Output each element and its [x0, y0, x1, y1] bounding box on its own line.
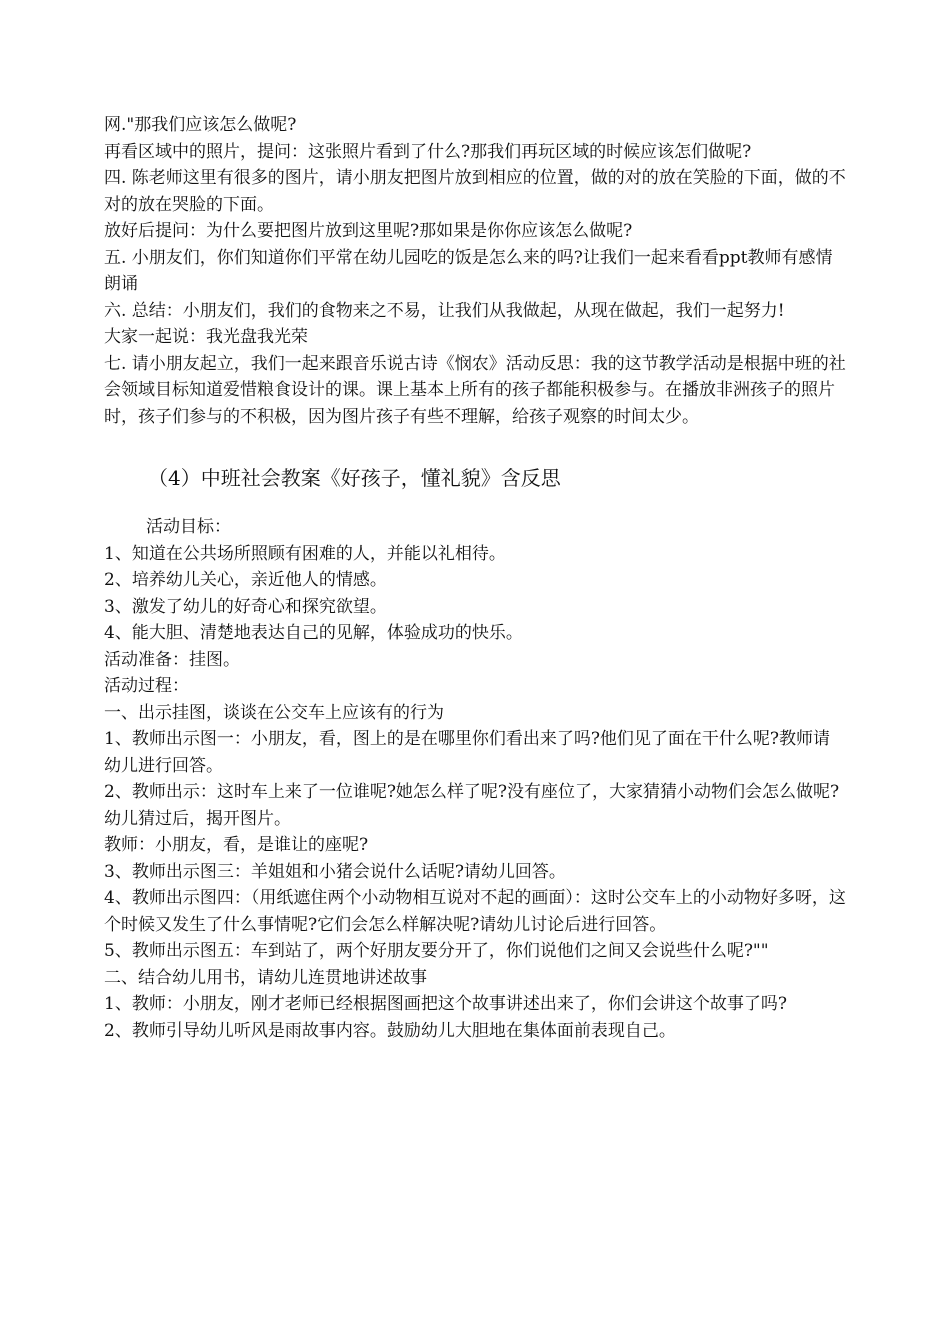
paragraph: 教师：小朋友，看，是谁让的座呢? — [104, 835, 369, 855]
paragraph: 2、教师出示：这时车上来了一位谁呢?她怎么样了呢?没有座位了，大家猜猜小动物们会怎么做呢?幼儿猜过后，揭开图片。 — [104, 782, 840, 829]
paragraph: 五. 小朋友们，你们知道你们平常在幼儿园吃的饭是怎么来的吗?让我们一起来看看ppt教师有感情朗诵 — [104, 247, 833, 294]
paragraph: 放好后提问：为什么要把图片放到这里呢?那如果是你你应该怎么做呢? — [104, 221, 633, 241]
paragraph: 2、教师引导幼儿听风是雨故事内容。鼓励幼儿大胆地在集体面前表现自己。 — [104, 1020, 676, 1041]
document-body — [104, 112, 846, 1044]
paragraph: 3、教师出示图三：羊姐姐和小猪会说什么话呢?请幼儿回答。 — [104, 861, 566, 882]
paragraph: 3、激发了幼儿的好奇心和探究欲望。 — [104, 596, 387, 617]
paragraph: 4、能大胆、清楚地表达自己的见解，体验成功的快乐。 — [104, 623, 523, 643]
paragraph: 网."那我们应该怎么做呢? — [104, 115, 297, 135]
paragraph: 再看区域中的照片，提问：这张照片看到了什么?那我们再玩区域的时候应该怎们做呢? — [104, 141, 752, 162]
paragraph: 活动准备：挂图。 — [104, 649, 240, 670]
paragraph: 活动过程： — [104, 676, 189, 696]
paragraph: 七. 请小朋友起立，我们一起来跟音乐说古诗《悯农》活动反思：我的这节教学活动是根据中班的社会领域目标知道爱惜粮食设计的课。课上基本上所有的孩子都能积极参与。在播放非洲孩子的照片时，孩子们参与的不积极，因为图片孩子有些不理解，给孩子观察的时间太少。 — [104, 353, 846, 427]
paragraph: 六. 总结：小朋友们，我们的食物来之不易，让我们从我做起，从现在做起，我们一起努力! — [104, 300, 785, 321]
paragraph: 一、出示挂图，谈谈在公交车上应该有的行为 — [104, 702, 444, 723]
paragraph: 1、教师出示图一：小朋友，看，图上的是在哪里你们看出来了吗?他们见了面在干什么呢?教师请幼儿进行回答。 — [104, 729, 831, 776]
paragraph: 四. 陈老师这里有很多的图片，请小朋友把图片放到相应的位置，做的对的放在笑脸的下面，做的不对的放在哭脸的下面。 — [104, 168, 846, 215]
paragraph: 二、结合幼儿用书，请幼儿连贯地讲述故事 — [104, 967, 427, 988]
paragraph: 2、培养幼儿关心，亲近他人的情感。 — [104, 570, 387, 590]
paragraph: 大家一起说：我光盘我光荣 — [104, 327, 308, 347]
paragraph: 4、教师出示图四：（用纸遮住两个小动物相互说对不起的画面）：这时公交车上的小动物好多呀，这个时候又发生了什么事情呢?它们会怎么样解决呢?请幼儿讨论后进行回答。 — [104, 888, 846, 935]
section-title: （4）中班社会教案《好孩子，懂礼貌》含反思 — [148, 466, 561, 490]
paragraph: 1、知道在公共场所照顾有困难的人，并能以礼相待。 — [104, 543, 506, 564]
paragraph: 5、教师出示图五：车到站了，两个好朋友要分开了，你们说他们之间又会说些什么呢?"" — [104, 941, 769, 961]
paragraph: 1、教师：小朋友，刚才老师已经根据图画把这个故事讲述出来了，你们会讲这个故事了吗? — [104, 994, 787, 1014]
goals-label: 活动目标： — [146, 517, 231, 537]
